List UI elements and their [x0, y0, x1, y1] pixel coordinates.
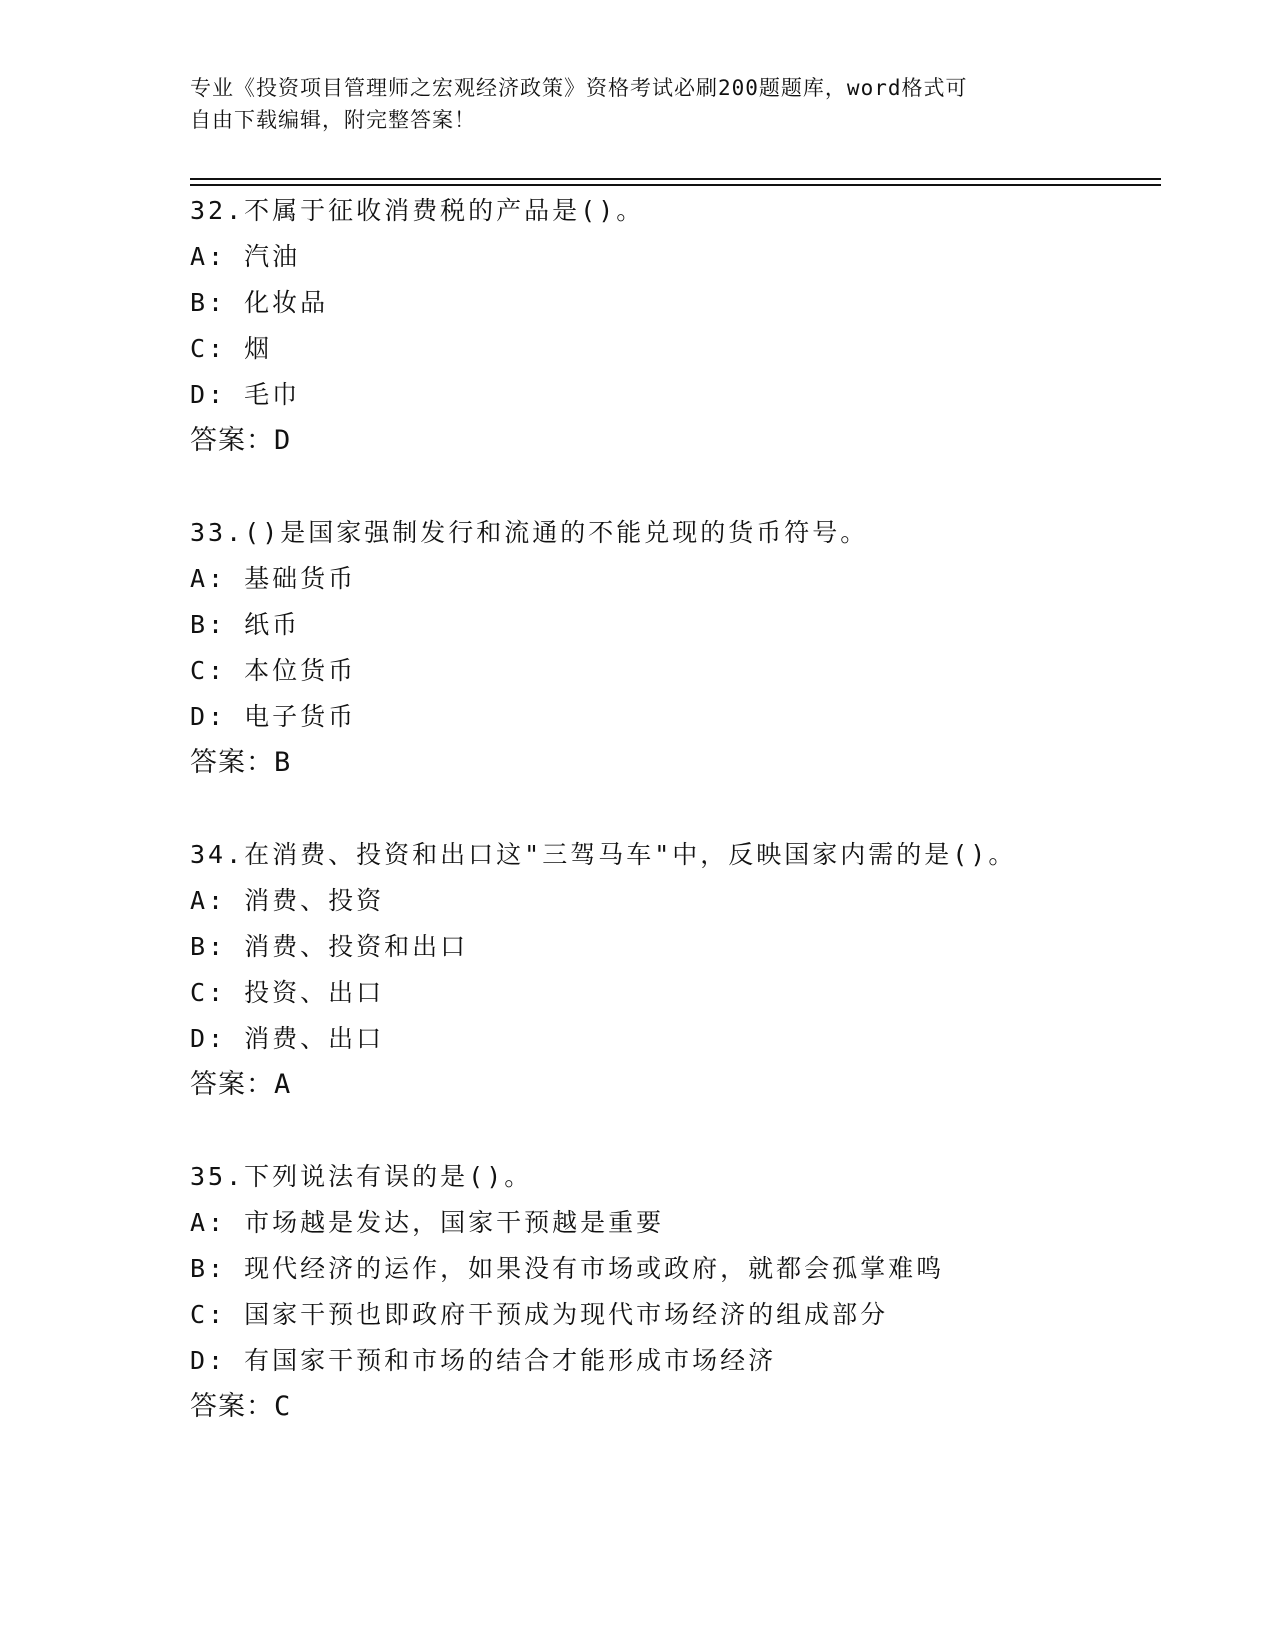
- option-letter: C:: [190, 656, 245, 685]
- question-stem: 32.不属于征收消费税的产品是()。: [190, 196, 645, 225]
- option-d: [190, 694, 1190, 740]
- option-text: 消费、出口: [244, 1024, 385, 1053]
- option-letter: C:: [190, 334, 245, 363]
- option-a: [190, 234, 1190, 280]
- question-stem: 35.下列说法有误的是()。: [190, 1162, 533, 1191]
- answer-line: 答案：D: [190, 425, 292, 456]
- option-letter: C:: [190, 1300, 245, 1329]
- option-c: [190, 970, 1190, 1016]
- answer-line: 答案：B: [190, 747, 292, 778]
- option-letter: A:: [190, 886, 245, 915]
- option-text: 电子货币: [244, 702, 357, 731]
- option-a: [190, 1200, 1190, 1246]
- option-text: 化妆品: [244, 288, 329, 317]
- option-b: [190, 602, 1190, 648]
- option-text: 烟: [244, 334, 273, 363]
- option-text: 有国家干预和市场的结合才能形成市场经济: [244, 1346, 777, 1375]
- option-text: 投资、出口: [244, 978, 385, 1007]
- option-text: 本位货币: [244, 656, 357, 685]
- question-block: [190, 510, 1190, 786]
- header-line-1: 专业《投资项目管理师之宏观经济政策》资格考试必刷200题题库，word格式可: [190, 76, 968, 100]
- option-text: 现代经济的运作，如果没有市场或政府，就都会孤掌难鸣: [244, 1254, 945, 1283]
- option-d: [190, 372, 1190, 418]
- option-a: [190, 556, 1190, 602]
- question-block: [190, 832, 1190, 1108]
- option-letter: A:: [190, 1208, 245, 1237]
- option-letter: A:: [190, 242, 245, 271]
- question-stem: 33.()是国家强制发行和流通的不能兑现的货币符号。: [190, 518, 869, 547]
- option-b: [190, 280, 1190, 326]
- option-letter: D:: [190, 702, 245, 731]
- option-letter: D:: [190, 380, 245, 409]
- option-letter: B:: [190, 932, 245, 961]
- option-d: [190, 1338, 1190, 1384]
- answer-line: 答案：C: [190, 1391, 292, 1422]
- option-text: 市场越是发达，国家干预越是重要: [244, 1208, 665, 1237]
- option-d: [190, 1016, 1190, 1062]
- option-text: 消费、投资: [244, 886, 385, 915]
- option-letter: D:: [190, 1346, 245, 1375]
- question-block: [190, 1154, 1190, 1430]
- option-text: 基础货币: [244, 564, 357, 593]
- option-text: 国家干预也即政府干预成为现代市场经济的组成部分: [244, 1300, 889, 1329]
- option-letter: B:: [190, 1254, 245, 1283]
- option-b: [190, 1246, 1190, 1292]
- header-line-2: 自由下载编辑，附完整答案！: [190, 108, 476, 132]
- option-letter: C:: [190, 978, 245, 1007]
- option-a: [190, 878, 1190, 924]
- option-letter: D:: [190, 1024, 245, 1053]
- option-text: 纸币: [244, 610, 301, 639]
- option-text: 汽油: [244, 242, 301, 271]
- header-divider-bottom: [190, 184, 1161, 186]
- option-b: [190, 924, 1190, 970]
- option-c: [190, 648, 1190, 694]
- header-divider-top: [190, 178, 1161, 180]
- answer-line: 答案：A: [190, 1069, 292, 1100]
- option-letter: A:: [190, 564, 245, 593]
- question-stem: 34.在消费、投资和出口这"三驾马车"中，反映国家内需的是()。: [190, 840, 1017, 869]
- option-letter: B:: [190, 288, 245, 317]
- option-c: [190, 326, 1190, 372]
- option-text: 毛巾: [244, 380, 301, 409]
- document-header: [190, 72, 1090, 136]
- option-text: 消费、投资和出口: [244, 932, 469, 961]
- option-c: [190, 1292, 1190, 1338]
- option-letter: B:: [190, 610, 245, 639]
- question-block: [190, 188, 1190, 464]
